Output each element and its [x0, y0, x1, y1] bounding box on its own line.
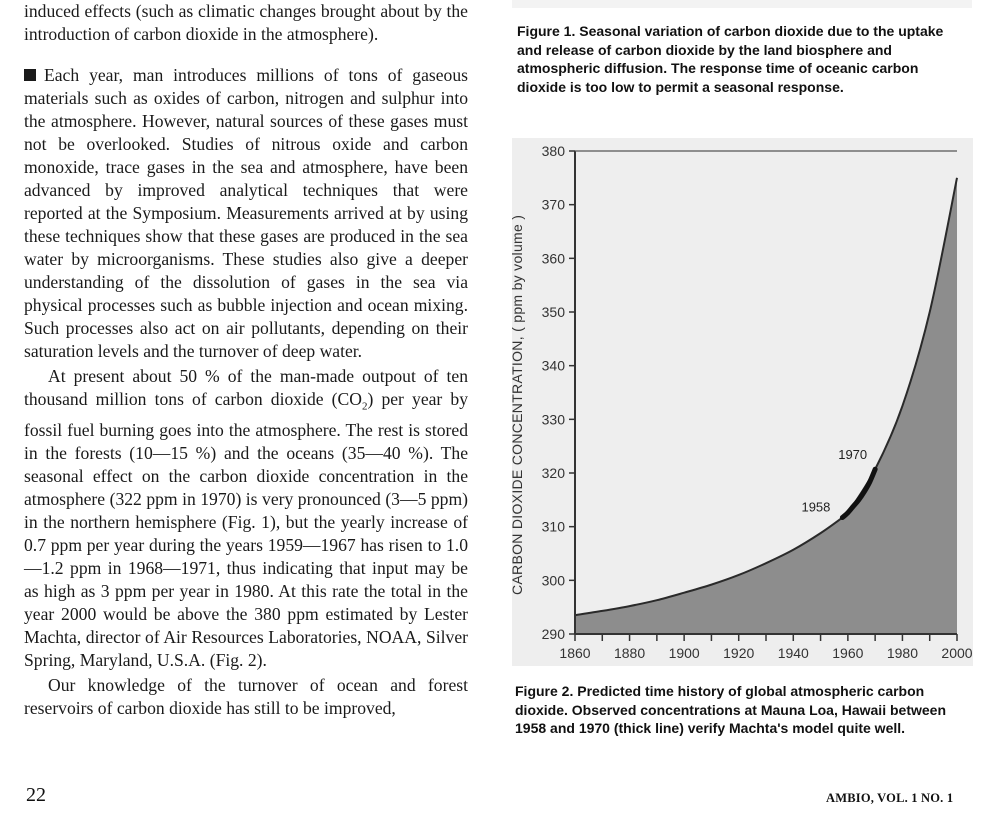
- y-tick-label: 370: [541, 196, 565, 213]
- y-tick-label: 330: [541, 411, 565, 428]
- y-tick-label: 360: [541, 250, 565, 267]
- article-paragraph-2: [24, 365, 468, 672]
- journal-footer: AMBIO, VOL. 1 NO. 1: [826, 791, 954, 805]
- article-paragraph-1: [24, 64, 468, 363]
- figure1-chart-remnant: [512, 0, 972, 8]
- series-area-predicted: [575, 178, 957, 634]
- y-tick-label: 380: [541, 143, 565, 159]
- y-tick-label: 290: [541, 626, 565, 642]
- bullet-square-icon: [24, 69, 36, 81]
- y-tick-label: 340: [541, 357, 565, 374]
- x-tick-label: 2000: [941, 645, 973, 661]
- article-paragraph-2a-text: At present about 50 % of the man-made outpout of ten thousand million tons of carbon dioxide (CO: [24, 366, 468, 409]
- y-tick-label: 320: [541, 465, 565, 481]
- co2-subscript: 2: [361, 400, 368, 413]
- article-paragraph-top: induced effects (such as climatic changes brought about by the introduction of carbon dioxide in the atmosphere).: [24, 1, 468, 44]
- y-tick-label: 350: [541, 304, 565, 320]
- article-paragraph-3: Our knowledge of the turnover of ocean and forest reservoirs of carbon dioxide has still to be improved,: [24, 674, 468, 718]
- annotation-label: 1958: [801, 499, 831, 515]
- figure2-label: Figure 2.: [515, 683, 574, 699]
- figure2-caption-text: Predicted time history of global atmospheric carbon dioxide. Observed concentrations at Mauna Loa, Hawaii between 1958 and 1970 (thick line) verify Machta's model quite well.: [515, 683, 946, 736]
- article-text-column: [24, 0, 468, 720]
- article-paragraph-1-text: Each year, man introduces millions of tons of gaseous materials such as oxides of carbon, nitrogen and sulphur into the atmosphere. However, natural sources of these gases must not be overlooked. Studies of nitrous oxide and carbon monoxide, trace gases in the sea and atmosphere, have been advanced by improved analytical techniques that were reported at the Symposium. Measurements arrived at by using these techniques show that these gases are produced in the sea water by microorganisms. These studies also give a deeper understanding of the dissolution of gases in the sea via physical processes such as bubble injection and ocean mixing. Such processes also act on air pollutants, depending on their saturation levels and the turnover of deep water.: [24, 65, 468, 361]
- figure2-chart: [512, 138, 973, 666]
- y-tick-label: 310: [541, 518, 565, 535]
- figure2-caption: [515, 682, 961, 738]
- x-tick-label: 1900: [668, 645, 700, 661]
- chart-ylabel: CARBON DIOXIDE CONCENTRATION, ( ppm by volume ): [509, 214, 525, 595]
- annotation-label: 1970: [838, 447, 868, 463]
- x-tick-label: 1960: [832, 645, 864, 661]
- x-tick-label: 1860: [559, 645, 591, 661]
- page-number: 22: [26, 784, 46, 806]
- x-tick-label: 1940: [777, 645, 809, 661]
- figure2-chart-svg: [512, 138, 973, 666]
- x-tick-label: 1980: [886, 645, 919, 661]
- figure1-label: Figure 1.: [517, 23, 576, 39]
- x-tick-label: 1880: [613, 645, 646, 661]
- x-tick-label: 1920: [723, 645, 755, 661]
- y-tick-label: 300: [541, 572, 565, 589]
- article-paragraph-2b-text: ) per year by fossil fuel burning goes into the atmosphere. The rest is stored in the forests (10—15 %) and the oceans (35—40 %). The seasonal effect on the carbon dioxide concentration in the atmosphere (322 ppm in 1970) is very pronounced (3—5 ppm) in the northern hemisphere (Fig. 1), but the yearly increase of 0.7 ppm per year during the years 1959—1967 has risen to 1.0—1.2 ppm in 1968—1971, thus indicating that input may be as high as 3 ppm per year in 1980. At this rate the total in the year 2000 would be above the 380 ppm estimated by Lester Machta, director of Air Resources Laboratories, NOAA, Silver Spring, Maryland, U.S.A. (Fig. 2).: [24, 389, 468, 670]
- figure1-caption: [517, 22, 963, 96]
- figure1-caption-text: Seasonal variation of carbon dioxide due to the uptake and release of carbon dioxide by the land biosphere and atmospheric diffusion. The response time of oceanic carbon dioxide is too low to permit a seasonal response.: [517, 23, 944, 95]
